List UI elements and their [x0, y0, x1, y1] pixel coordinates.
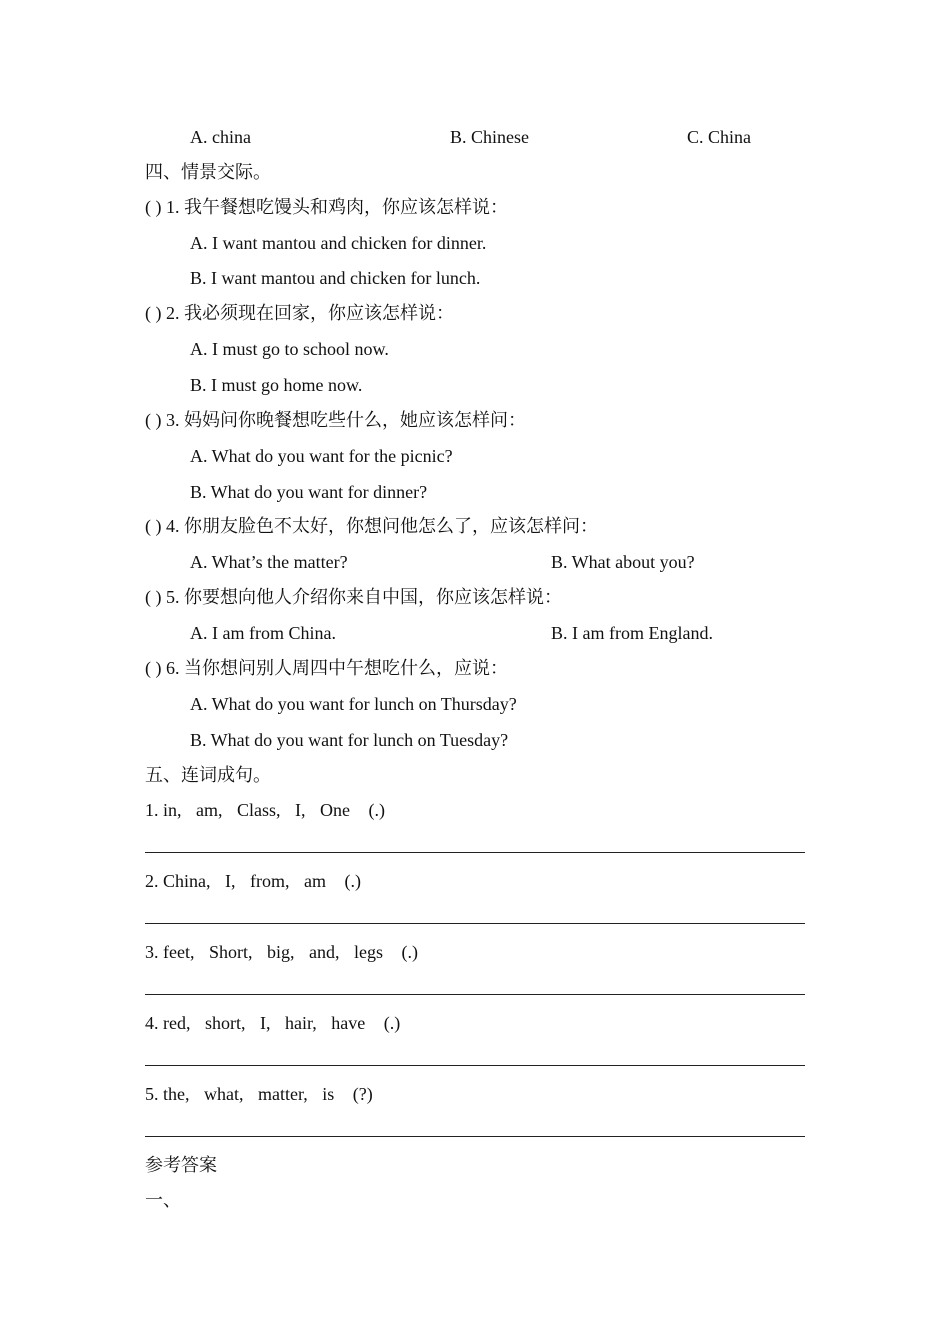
q4-option-a: A. What’s the matter? — [190, 552, 348, 572]
s5-word: and, — [309, 942, 340, 962]
s5-punct: (.) — [383, 1013, 401, 1033]
section5-heading: 五、连词成句。 — [145, 765, 271, 785]
s5-word: I, — [225, 871, 236, 891]
s5-word: short, — [204, 1013, 246, 1033]
s5-item-number: 1. — [145, 800, 159, 820]
q3-option-a: A. What do you want for the picnic? — [190, 446, 453, 466]
q6-option-a: A. What do you want for lunch on Thursday? — [190, 694, 517, 714]
s5-item-number: 2. — [145, 871, 159, 891]
s5-word: Short, — [208, 942, 253, 962]
s5-punct: (?) — [352, 1084, 373, 1104]
answer-line-4[interactable] — [145, 1065, 805, 1066]
s5-word: from, — [250, 871, 290, 891]
q2-option-a: A. I must go to school now. — [190, 339, 389, 359]
q6-option-b: B. What do you want for lunch on Tuesday? — [190, 730, 509, 750]
s5-word: the, — [163, 1084, 190, 1104]
s5-word: feet, — [163, 942, 195, 962]
q5-option-b: B. I am from England. — [551, 623, 713, 643]
s5-word: Class, — [237, 800, 281, 820]
answer-line-3[interactable] — [145, 994, 805, 995]
s5-word: is — [322, 1084, 335, 1104]
s5-word: big, — [267, 942, 295, 962]
s5-word: what, — [204, 1084, 244, 1104]
s5-word: in, — [163, 800, 182, 820]
s5-item-number: 4. — [145, 1013, 159, 1033]
answer-line-2[interactable] — [145, 923, 805, 924]
answer-line-1[interactable] — [145, 852, 805, 853]
q4-option-b: B. What about you? — [551, 552, 695, 572]
s5-word: I, — [259, 1013, 271, 1033]
s5-word: red, — [163, 1013, 191, 1033]
q1-stem: ( ) 1. 我午餐想吃馒头和鸡肉，你应该怎样说： — [145, 197, 508, 217]
q1-option-b: B. I want mantou and chicken for lunch. — [190, 268, 481, 288]
s5-item-1 — [145, 799, 385, 821]
s5-word: hair, — [284, 1013, 317, 1033]
s5-item-4 — [145, 1012, 400, 1034]
answers-part1: 一、 — [145, 1190, 181, 1210]
q5-stem: ( ) 5. 你要想向他人介绍你来自中国，你应该怎样说： — [145, 587, 562, 607]
q1-option-a: A. I want mantou and chicken for dinner. — [190, 233, 487, 253]
s5-item-number: 5. — [145, 1084, 159, 1104]
section4-heading: 四、情景交际。 — [145, 162, 271, 182]
answers-heading: 参考答案 — [145, 1155, 217, 1175]
q2-stem: ( ) 2. 我必须现在回家，你应该怎样说： — [145, 303, 454, 323]
s5-word: One — [320, 800, 351, 820]
s5-word: matter, — [258, 1084, 308, 1104]
s5-word: I, — [295, 800, 306, 820]
s5-item-3 — [145, 941, 418, 963]
s5-word: China, — [163, 871, 211, 891]
s5-item-5 — [145, 1083, 373, 1105]
s5-punct: (.) — [368, 800, 386, 820]
s5-punct: (.) — [344, 871, 361, 891]
q3-stem: ( ) 3. 妈妈问你晚餐想吃些什么，她应该怎样问： — [145, 410, 526, 430]
s5-word: am — [304, 871, 326, 891]
option-c-china: C. China — [687, 127, 752, 147]
q2-option-b: B. I must go home now. — [190, 375, 363, 395]
q3-option-b: B. What do you want for dinner? — [190, 482, 428, 502]
s5-punct: (.) — [401, 942, 419, 962]
s5-word: legs — [354, 942, 384, 962]
q5-option-a: A. I am from China. — [190, 623, 336, 643]
option-a-china: A. china — [190, 127, 251, 147]
option-b-chinese: B. Chinese — [450, 127, 529, 147]
s5-item-2 — [145, 870, 361, 892]
answer-line-5[interactable] — [145, 1136, 805, 1137]
q6-stem: ( ) 6. 当你想问别人周四中午想吃什么，应说： — [145, 658, 508, 678]
s5-item-number: 3. — [145, 942, 159, 962]
q4-stem: ( ) 4. 你朋友脸色不太好，你想问他怎么了，应该怎样问： — [145, 516, 598, 536]
s5-word: am, — [196, 800, 223, 820]
s5-word: have — [331, 1013, 366, 1033]
